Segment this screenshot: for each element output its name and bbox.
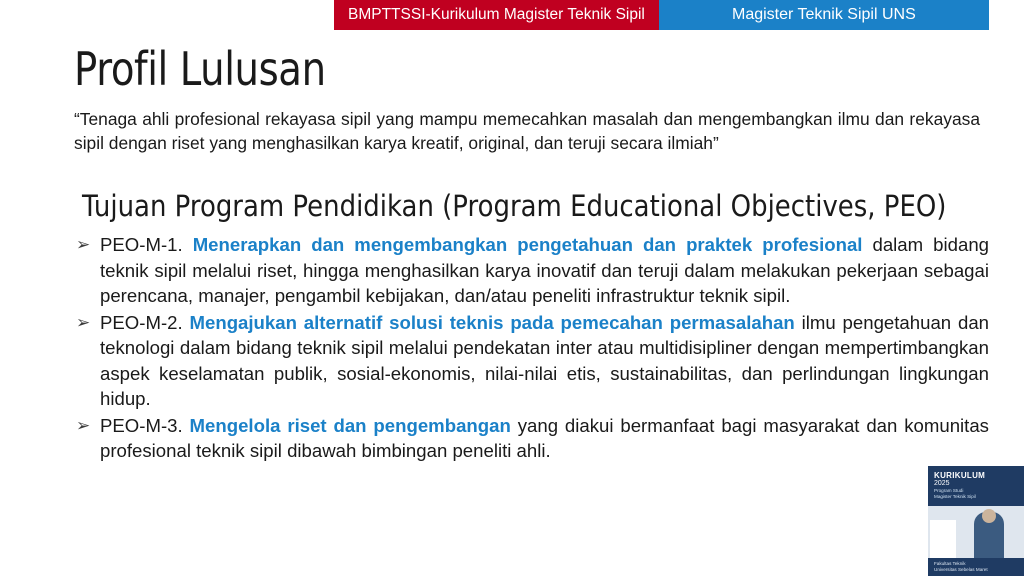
cover-thumb-sub2: Magister Teknik Sipil [934,494,976,499]
cover-thumb-footer2: Universitas Sebelas Maret [934,567,988,572]
peo-item-text [100,413,989,464]
person-icon [974,512,1004,558]
arrow-bullet-icon: ➢ [76,235,91,254]
curriculum-cover-thumbnail [928,466,1024,576]
cover-thumb-header [928,466,1024,500]
cover-thumb-year: 2025 [934,480,950,487]
peo-list [74,232,989,465]
peo-item-rest: ilmu pengetahuan dan teknologi dalam bidang teknik sipil melalui pendekatan inter atau multidisipliner dengan mempertimbangkan aspek keselamatan publik, sosial-ekonomis, nilai-nilai etis, sustainabilitas, dan perlindungan lingkungan hidup. [100,311,990,409]
cover-thumb-image [928,506,1024,558]
peo-item-label: PEO-M-1. [100,234,193,255]
peo-item-label: PEO-M-3. [100,414,190,436]
peo-item-highlight: Mengajukan alternatif solusi teknis pada pemecahan permasalahan [189,311,795,333]
peo-item-text [100,232,989,309]
list-item [74,310,989,412]
arrow-bullet-icon: ➢ [76,415,91,435]
banner-right-label: Magister Teknik Sipil UNS [659,0,989,30]
cover-thumb-title: KURIKULUM [934,471,986,480]
cover-thumb-panel [930,520,956,558]
list-item [74,413,989,464]
cover-thumb-sub1: Program Studi [934,488,964,493]
cover-thumb-footer1: Fakultas Teknik [934,561,966,566]
peo-item-label: PEO-M-2. [100,311,190,333]
header-banners [334,0,989,30]
peo-item-rest: yang diakui bermanfaat bagi masyarakat dan komunitas profesional teknik sipil dibawah bimbingan peneliti ahli. [100,414,989,461]
peo-item-highlight: Mengelola riset dan pengembangan [189,414,511,436]
peo-item-text [100,310,989,412]
cover-thumb-footer [928,558,1024,576]
list-item [74,232,989,309]
peo-item-rest: dalam bidang teknik sipil melalui riset, hingga menghasilkan karya inovatif dan teruji dalam melakukan pekerjaan sebagai perencana, manajer, pengambil kebijakan, dan/atau peneliti infrastruktur teknik sipil. [100,234,990,306]
banner-left-label: BMPTTSSI-Kurikulum Magister Teknik Sipil [334,0,659,30]
graduate-profile-quote: “Tenaga ahli profesional rekayasa sipil yang mampu memecahkan masalah dan mengembangkan ilmu dan rekayasa sipil dengan riset yang menghasilkan karya kreatif, original, dan teruji secara ilmiah” [74,109,980,153]
page-title: Profil Lulusan [74,42,326,96]
peo-item-highlight: Menerapkan dan mengembangkan pengetahuan dan praktek profesional [192,234,863,255]
arrow-bullet-icon: ➢ [76,312,91,332]
section-subtitle: Tujuan Program Pendidikan (Program Educational Objectives, PEO) [82,189,947,223]
